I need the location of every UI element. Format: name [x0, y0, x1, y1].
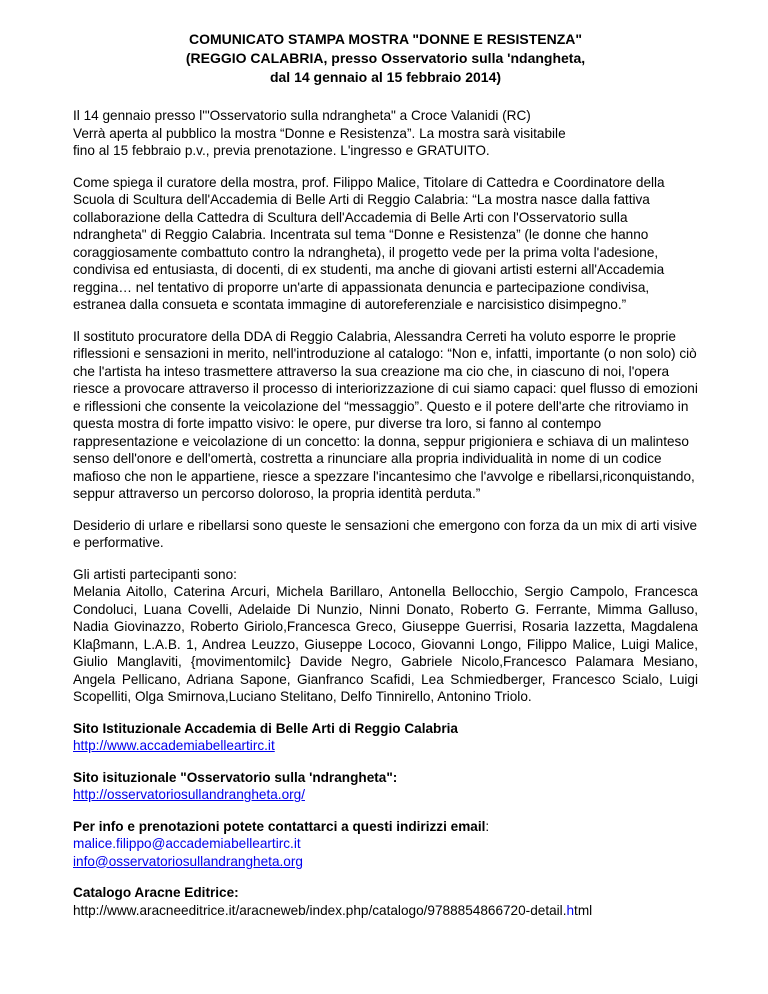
artists-paragraph — [73, 566, 698, 706]
artists-list: Melania Aitollo, Caterina Arcuri, Michela Barillaro, Antonella Bellocchio, Sergio Campolo, Francesca Condoluci, Luana Covelli, Adelaide Di Nunzio, Ninni Donato, Roberto G. Ferrante, Mimma Galluso, Nadia Giovinazzo, Roberto Giriolo,Francesca Greco, Giuseppe Guerrisi, Rosaria Iazzetta, Magdalena Klaβmann, L.A.B. 1, Andrea Leuzzo, Giuseppe Lococo, Giovanni Longo, Filippo Malice, Luigi Malice, Giulio Manglaviti, {movimentomilc} Davide Negro, Gabriele Nicolo,Francesco Palamara Mesiano, Angela Pellicano, Adriana Sapone, Gianfranco Scafidi, Lea Schmiedberger, Francesco Scialo, Luigi Scopelliti, Olga Smirnova,Luciano Stelitano, Delfo Tinnirello, Antonino Triolo. — [73, 584, 698, 704]
osservatorio-link[interactable]: http://osservatoriosullandrangheta.org/ — [73, 787, 305, 802]
contacts-section — [73, 818, 698, 871]
intro-paragraph — [73, 107, 698, 160]
osservatorio-section — [73, 769, 698, 804]
desire-paragraph: Desiderio di urlare e ribellarsi sono queste le sensazioni che emergono con forza da un mix di arti visive e performative. — [73, 517, 698, 550]
catalog-url-part-1: http://www.aracneeditrice.it/aracneweb/index.php/catalogo/9788854866720-detail. — [73, 902, 567, 918]
title-line-3: dal 14 gennaio al 15 febbraio 2014) — [269, 69, 502, 85]
contacts-colon: : — [485, 818, 490, 834]
catalog-url-part-3: tml — [574, 902, 593, 918]
curator-paragraph: Come spiega il curatore della mostra, prof. Filippo Malice, Titolare di Cattedra e Coordinatore della Scuola di Scultura dell'Accademia di Belle Arti di Reggio Calabria: “La mostra nasce dalla fattiva collaborazione della Cattedra di Scultura dell'Accademia di Belle Arti con l'Osservatorio sulla ndrangheta" di Reggio Calabria. Incentrata sul tema “Donne e Resistenza” (le donne che hanno coraggiosamente combattuto contro la ndrangheta), il progetto vede per la prima volta l'adesione, condivisa ed entusiasta, di docenti, di ex studenti, ma anche di giovani artisti esterni all'Accademia reggina… nel tentativo di proporre un'arte di appassionata denuncia e partecipazione condivisa, estranea dalla consueta e scontata immagine di autoreferenziale e narcisistico disimpegno.” — [73, 174, 665, 312]
prosecutor-paragraph: Il sostituto procuratore della DDA di Reggio Calabria, Alessandra Cerreti ha voluto esporre le proprie riflessioni e sensazioni in merito, nell'introduzione al catalogo: “Non e, infatti, importante (o non solo) ciò che l'artista ha inteso trasmettere attraverso la sua creazione ma cio che, in ciascuno di noi, l'opera riesce a provocare attraverso il processo di interiorizzazione di cui siamo capaci: quel flusso di emozioni e riflessioni che consente la veicolazione del “messaggio”. Questo e il potere dell'arte che ritroviamo in questa mostra di forte impatto visivo: le opere, pur diverse tra loro, si fanno al contempo rappresentazione e veicolazione di un concetto: la donna, seppur prigioniera e schiava di un malinteso senso dell'onore e dell'omertà, costretta a rinunciare alla propria individualità in nome di un codice mafioso che non le appartiene, riesce a spezzare l'incantesimo che l'avvolge e ribellarsi,riconquistando, seppur attraverso un percorso doloroso, la propria identità perduta.” — [73, 328, 698, 501]
title-line-1: COMUNICATO STAMPA MOSTRA "DONNE E RESISTENZA" — [188, 31, 583, 47]
intro-line-2: Verrà aperta al pubblico la mostra “Donne e Resistenza”. La mostra sarà visitabile — [73, 125, 566, 141]
accademia-label: Sito Istituzionale Accademia di Belle Arti di Reggio Calabria — [73, 720, 458, 736]
accademia-section — [73, 720, 698, 755]
accademia-link[interactable]: http://www.accademiabelleartirc.it — [73, 738, 275, 753]
artists-intro: Gli artisti partecipanti sono: — [73, 566, 237, 582]
email-2-link[interactable]: info@osservatoriosullandrangheta.org — [73, 853, 303, 869]
catalog-section — [73, 884, 698, 919]
email-1-link[interactable]: malice.filippo@accademiabelleartirc.it — [73, 836, 301, 851]
osservatorio-label: Sito isituzionale "Osservatorio sulla 'ndrangheta": — [73, 769, 398, 785]
contacts-label-wrap — [73, 819, 489, 834]
title-line-2: (REGGIO CALABRIA, presso Osservatorio sulla 'ndangheta, — [185, 50, 586, 66]
catalog-label: Catalogo Aracne Editrice: — [73, 885, 239, 900]
intro-line-3: fino al 15 febbraio p.v., previa prenotazione. L'ingresso e GRATUITO. — [73, 143, 490, 158]
intro-line-1: Il 14 gennaio presso l'"Osservatorio sulla ndrangheta" a Croce Valanidi (RC) — [73, 108, 531, 123]
contacts-label: Per info e prenotazioni potete contattarci a questi indirizzi email — [73, 818, 486, 834]
document-title — [73, 30, 698, 87]
catalog-url[interactable] — [73, 903, 592, 918]
catalog-url-part-2: h — [566, 902, 575, 918]
